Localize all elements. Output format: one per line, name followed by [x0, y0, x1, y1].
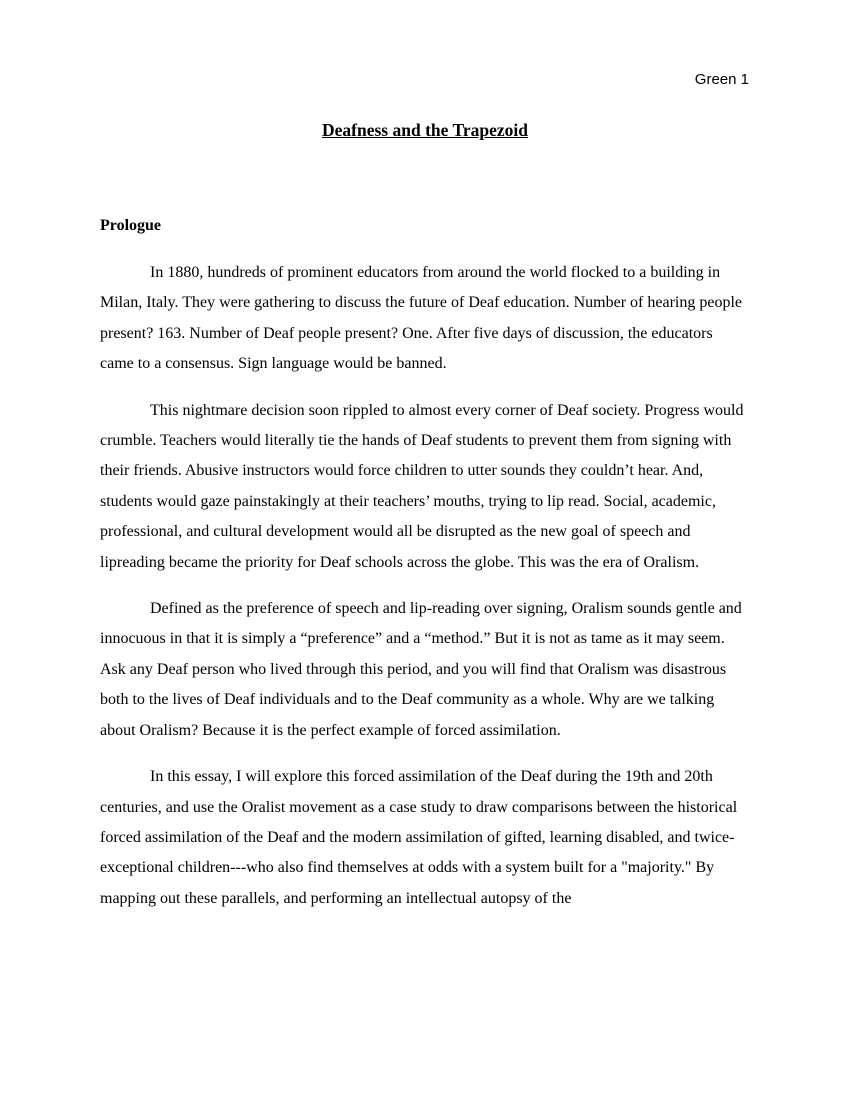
paragraph-1: In 1880, hundreds of prominent educators from around the world flocked to a building in Milan, Italy. They were gathering to discuss the future of Deaf education. Number of hearing people present? 163. Number of Deaf people present? One. After five days of discussion, the educators came to a consensus. Sign language would be banned.: [100, 264, 743, 373]
paragraph-4: In this essay, I will explore this forced assimilation of the Deaf during the 19th and 20th centuries, and use the Oralist movement as a case study to draw comparisons between the historical forced assimilation of the Deaf and the modern assimilation of gifted, learning disabled, and twice-exceptional children---who also find themselves at odds with a system built for a "majority." By mapping out these parallels, and performing an intellectual autopsy of the: [100, 768, 738, 907]
section-heading: Prologue: [100, 217, 162, 234]
document-body: [100, 258, 748, 930]
page-header-label: Green 1: [694, 71, 749, 88]
paragraph-2: This nightmare decision soon rippled to almost every corner of Deaf society. Progress would crumble. Teachers would literally tie the hands of Deaf students to prevent them from signing with their friends. Abusive instructors would force children to utter sounds they couldn’t hear. And, students would gaze painstakingly at their teachers’ mouths, trying to lip read. Social, academic, professional, and cultural development would all be disrupted as the new goal of speech and lipreading became the priority for Deaf schools across the globe. This was the era of Oralism.: [100, 401, 744, 571]
document-title: Deafness and the Trapezoid: [322, 120, 528, 140]
paragraph-3: Defined as the preference of speech and lip-reading over signing, Oralism sounds gentle and innocuous in that it is simply a “preference” and a “method.” But it is not as tame as it may seem. Ask any Deaf person who lived through this period, and you will find that Oralism was disastrous both to the lives of Deaf individuals and to the Deaf community as a whole. Why are we talking about Oralism? Because it is the perfect example of forced assimilation.: [100, 600, 742, 739]
